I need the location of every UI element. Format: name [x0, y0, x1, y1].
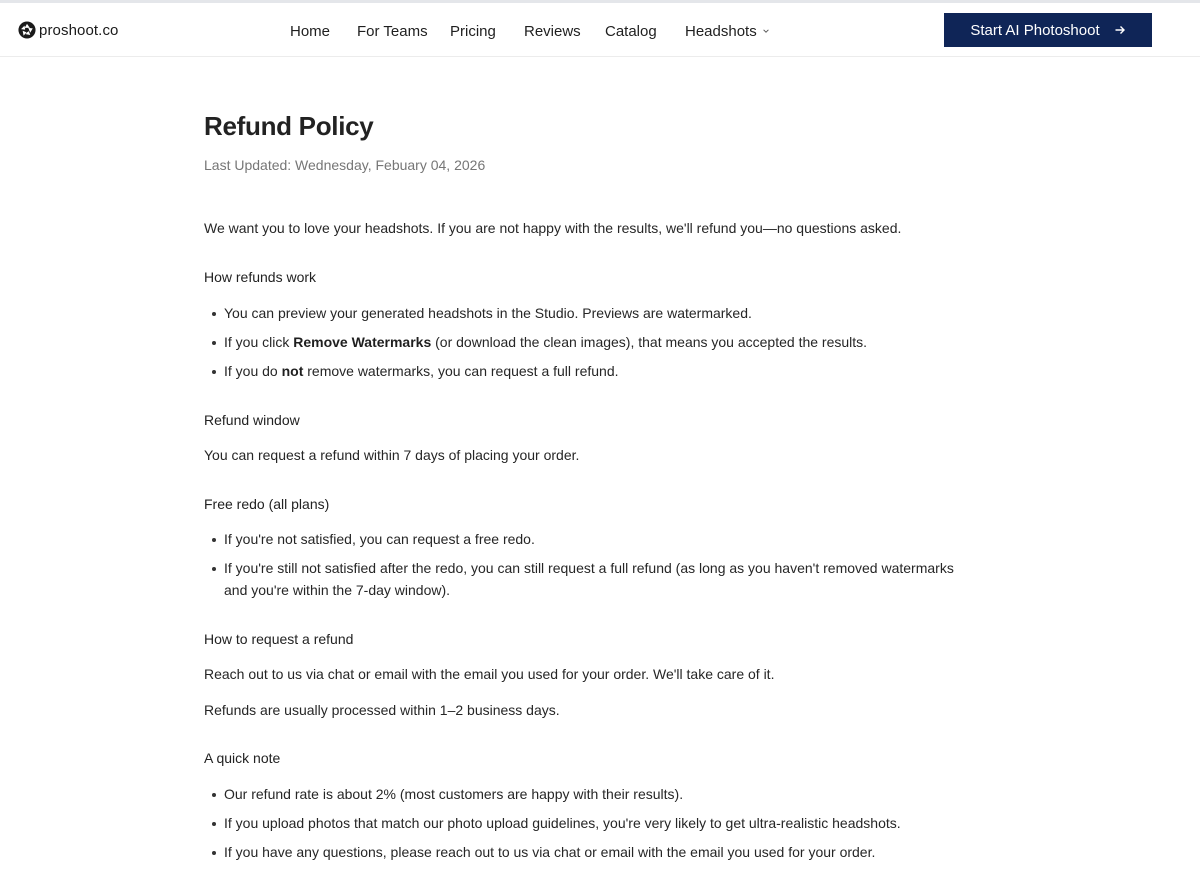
section-heading-free-redo: Free redo (all plans)	[204, 496, 330, 512]
list-item: If you upload photos that match our photo upload guidelines, you're very likely to get ultra-realistic headshots.	[212, 812, 901, 834]
arrow-right-icon	[1114, 24, 1126, 36]
processing-time-paragraph: Refunds are usually processed within 1–2 business days.	[204, 702, 560, 718]
intro-paragraph: We want you to love your headshots. If you are not happy with the results, we'll refund you—no questions asked.	[204, 220, 902, 236]
list-item: If you're still not satisfied after the redo, you can still request a full refund (as long as you haven't removed watermarks and you're within the 7-day window).	[212, 557, 972, 601]
list-item: If you click Remove Watermarks (or download the clean images), that means you accepted the results.	[212, 331, 867, 353]
refund-window-text: You can request a refund within 7 days of placing your order.	[204, 447, 580, 463]
start-ai-photoshoot-button[interactable]	[944, 13, 1152, 47]
chevron-down-icon	[762, 27, 770, 35]
page-title: Refund Policy	[204, 111, 374, 141]
section-heading-how-refunds-work: How refunds work	[204, 269, 317, 285]
brand-logo-link[interactable]	[18, 19, 118, 41]
nav-pricing[interactable]: Pricing	[450, 22, 496, 40]
not-emphasis: not	[281, 363, 304, 379]
remove-watermarks-emphasis: Remove Watermarks	[293, 334, 432, 350]
request-paragraph: Reach out to us via chat or email with the email you used for your order. We'll take care of it.	[204, 666, 775, 682]
section-heading-how-to-request: How to request a refund	[204, 631, 354, 647]
site-header	[0, 3, 1200, 57]
section-heading-refund-window: Refund window	[204, 412, 300, 428]
aperture-logo-icon	[18, 21, 36, 39]
list-item: You can preview your generated headshots in the Studio. Previews are watermarked.	[212, 302, 752, 324]
brand-name: proshoot.co	[39, 21, 119, 39]
last-updated-date: Last Updated: Wednesday, Febuary 04, 2026	[204, 157, 486, 173]
nav-reviews[interactable]: Reviews	[524, 22, 581, 40]
list-item: If you have any questions, please reach out to us via chat or email with the email you used for your order.	[212, 841, 875, 863]
list-item: If you're not satisfied, you can request a free redo.	[212, 528, 535, 550]
nav-for-teams[interactable]: For Teams	[357, 22, 428, 40]
cta-label: Start AI Photoshoot	[970, 21, 1100, 39]
nav-headshots-label: Headshots	[685, 22, 757, 40]
list-item: Our refund rate is about 2% (most customers are happy with their results).	[212, 783, 683, 805]
nav-headshots-dropdown[interactable]	[685, 23, 770, 40]
list-item: If you do not remove watermarks, you can request a full refund.	[212, 360, 619, 382]
section-heading-quick-note: A quick note	[204, 750, 281, 766]
nav-home[interactable]: Home	[290, 22, 331, 40]
nav-catalog[interactable]: Catalog	[605, 22, 657, 40]
